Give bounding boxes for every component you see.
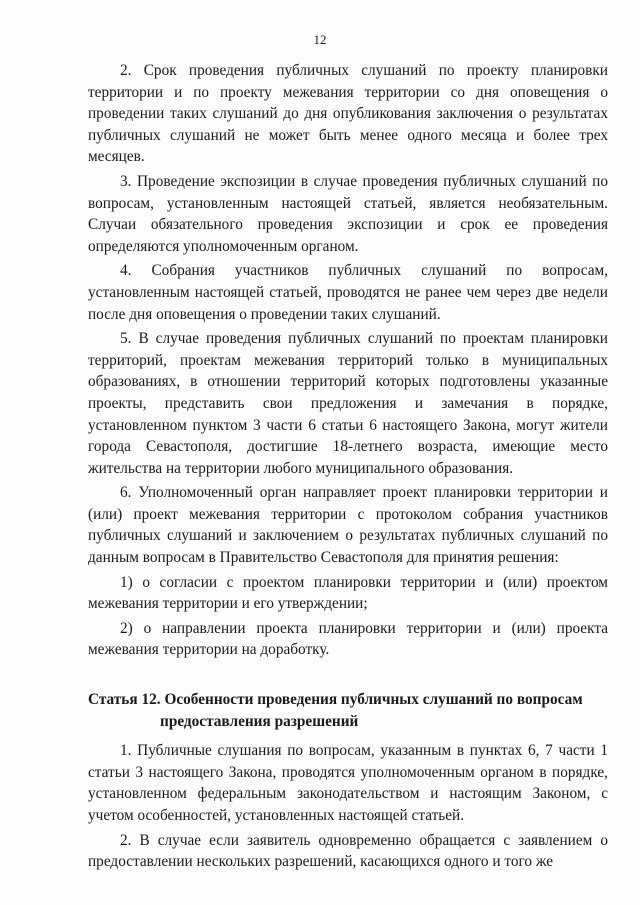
page-number: 12 (313, 32, 327, 47)
paragraph: 5. В случае проведения публичных слушаний по проектам планировки территорий, проектам межевания территорий только в муниципальных образованиях, в отношении территорий которых подготовлены указанные проекты, представить свои предложения и замечания в порядке, установленном пунктом 3 части 6 статьи 6 настоящего Закона, могут жители города Севастополя, достигшие 18-летнего возраста, имеющие место жительства на территории любого муниципального образования. (88, 330, 608, 477)
paragraph: 3. Проведение экспозиции в случае проведения публичных слушаний по вопросам, установленным настоящей статьей, является необязательным. Случаи обязательного проведения экспозиции и срок ее проведения определяются уполномоченным органом. (88, 172, 608, 255)
document-body (88, 60, 608, 876)
paragraph: 2. В случае если заявитель одновременно обращается с заявлением о предоставлении нескольких разрешений, касающихся одного и того же (88, 831, 608, 871)
paragraph: 2. Срок проведения публичных слушаний по проекту планировки территории и по проекту межевания территории со дня оповещения о проведении таких слушаний до дня опубликования заключения о результатах публичных слушаний не может быть менее одного месяца и более трех месяцев. (88, 62, 608, 166)
paragraph: 4. Собрания участников публичных слушаний по вопросам, установленным настоящей статьей, проводятся не ранее чем через две недели после дня оповещения о проведении таких слушаний. (88, 262, 608, 323)
article-heading (88, 689, 608, 732)
list-item: 2) о направлении проекта планировки территории и (или) проекта межевания территории на доработку. (88, 619, 608, 659)
paragraph: 1. Публичные слушания по вопросам, указанным в пунктах 6, 7 части 1 статьи 3 настоящего Закона, проводятся уполномоченным органом в порядке, установленном федеральным законодательством и настоящим Законом, с учетом особенностей, установленных настоящей статьей. (88, 742, 608, 824)
paragraph: 6. Уполномоченный орган направляет проект планировки территории и (или) проект межевания территории с протоколом собрания участников публичных слушаний и заключением о результатах публичных слушаний по данным вопросам в Правительство Севастополя для принятия решения: (88, 484, 608, 567)
article-number: Статья 12. (88, 691, 165, 709)
list-item: 1) о согласии с проектом планировки территории и (или) проектом межевания территории и его утверждении; (88, 573, 608, 613)
article-title-line1: Особенности проведения публичных слушаний по вопросам (164, 691, 583, 709)
article-title-line2: предоставления разрешений (160, 712, 359, 730)
